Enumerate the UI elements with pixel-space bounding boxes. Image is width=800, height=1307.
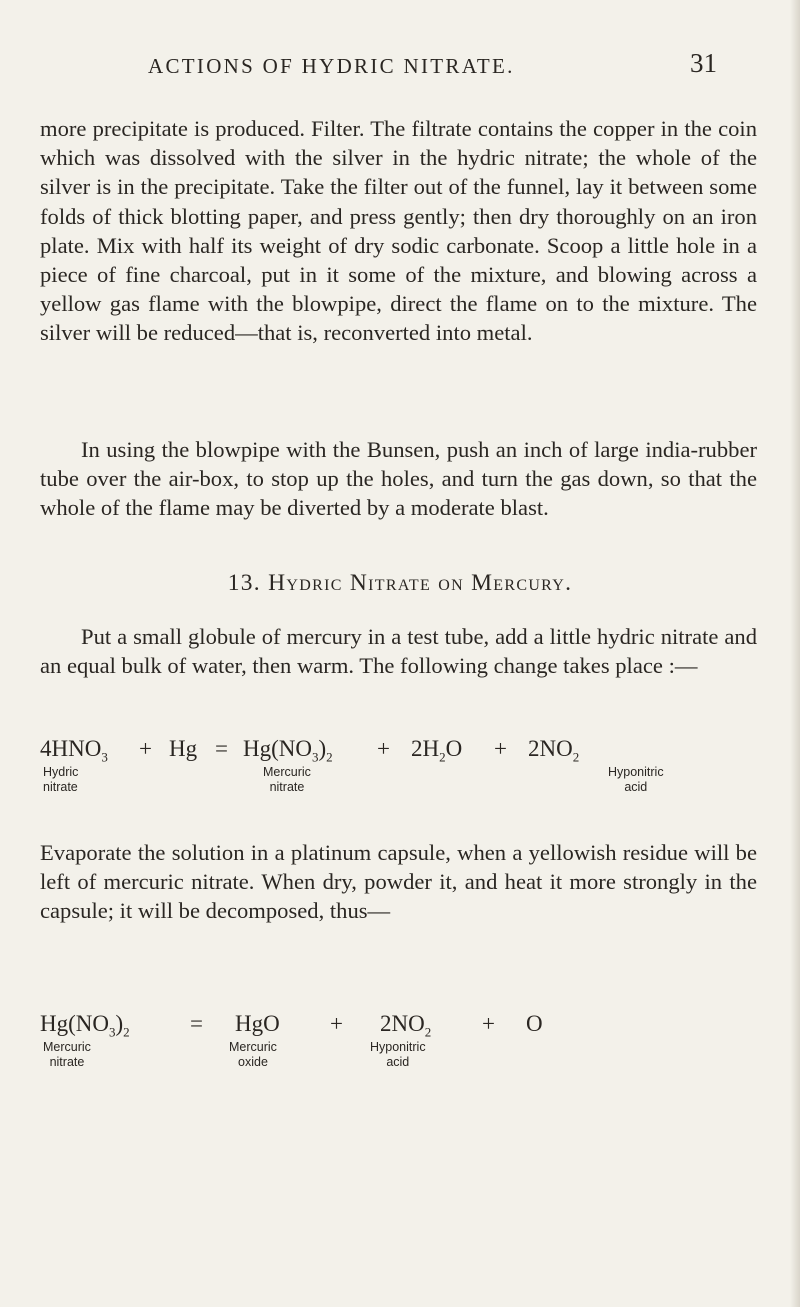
equals-sign: = bbox=[190, 1011, 203, 1036]
page-number: 31 bbox=[690, 48, 717, 78]
formula-mercuric-nitrate: $Hg(NO_3)_2$ bbox=[40, 1011, 130, 1040]
label-hyponitric-acid: Hyponitric acid bbox=[370, 1040, 426, 1069]
paragraph-evaporate: Evaporate the solution in a platinum capsule, when a yellowish residue will be left of mercuric nitrate. When dry, powder it, and heat it more strongly in the capsule; it will be decomposed, thus— bbox=[40, 840, 757, 924]
label-mercuric-nitrate: Mercuric nitrate bbox=[43, 1040, 91, 1069]
label-mercuric-oxide: Mercuric oxide bbox=[229, 1040, 277, 1069]
plus-sign: + bbox=[139, 736, 152, 761]
running-head-title: ACTIONS OF HYDRIC NITRATE. bbox=[148, 54, 515, 78]
section-number: 13. bbox=[227, 570, 261, 596]
paragraph-mercury-globule: Put a small globule of mercury in a test tube, add a little hydric nitrate and an equal bulk of water, then warm. The following change takes place :— bbox=[40, 624, 757, 679]
plus-sign: + bbox=[494, 736, 507, 761]
plus-sign: + bbox=[330, 1011, 343, 1036]
equals-sign: = bbox=[215, 736, 228, 761]
formula-mercury: Hg bbox=[169, 736, 198, 761]
section-title-text: Hydric Nitrate on Mercury. bbox=[268, 570, 573, 596]
plus-sign: + bbox=[482, 1011, 495, 1036]
running-head bbox=[0, 48, 800, 84]
paragraph-blowpipe-bunsen: In using the blowpipe with the Bunsen, push an inch of large india-rubber tube over the air-box, to stop up the holes, and turn the gas down, so that the whole of the flame may be diverted by a moderate blast. bbox=[40, 437, 757, 521]
paragraph-filter-silver: more precipitate is produced. Filter. The filtrate contains the copper in the coin which was dissolved with the silver in the hydric nitrate; the whole of the silver is in the precipitate. Take the filter out of the funnel, lay it between some folds of thick blotting paper, and press gently; then dry thoroughly on an iron plate. Mix with half its weight of dry sodic carbonate. Scoop a little hole in a piece of fine charcoal, put in it some of the mixture, and blowing across a yellow gas flame with the blowpipe, direct the flame on to the mixture. The silver will be reduced—that is, reconverted into metal. bbox=[40, 116, 757, 346]
formula-hydric-nitrate: $4HNO_3$ bbox=[40, 736, 108, 765]
plus-sign: + bbox=[377, 736, 390, 761]
formula-water: $2H_2O$ bbox=[411, 736, 463, 765]
label-hyponitric-acid: Hyponitric acid bbox=[608, 765, 664, 794]
page-edge-shadow bbox=[790, 0, 800, 1307]
section-heading bbox=[0, 570, 800, 597]
formula-oxygen: O bbox=[526, 1011, 543, 1036]
formula-hyponitric-acid: $2NO_2$ bbox=[380, 1011, 432, 1040]
formula-mercuric-nitrate: $Hg(NO_3)_2$ bbox=[243, 736, 333, 765]
label-mercuric-nitrate: Mercuric nitrate bbox=[263, 765, 311, 794]
formula-hyponitric-acid: $2NO_2$ bbox=[528, 736, 580, 765]
label-hydric-nitrate: Hydric nitrate bbox=[43, 765, 79, 794]
formula-mercuric-oxide: HgO bbox=[235, 1011, 280, 1036]
